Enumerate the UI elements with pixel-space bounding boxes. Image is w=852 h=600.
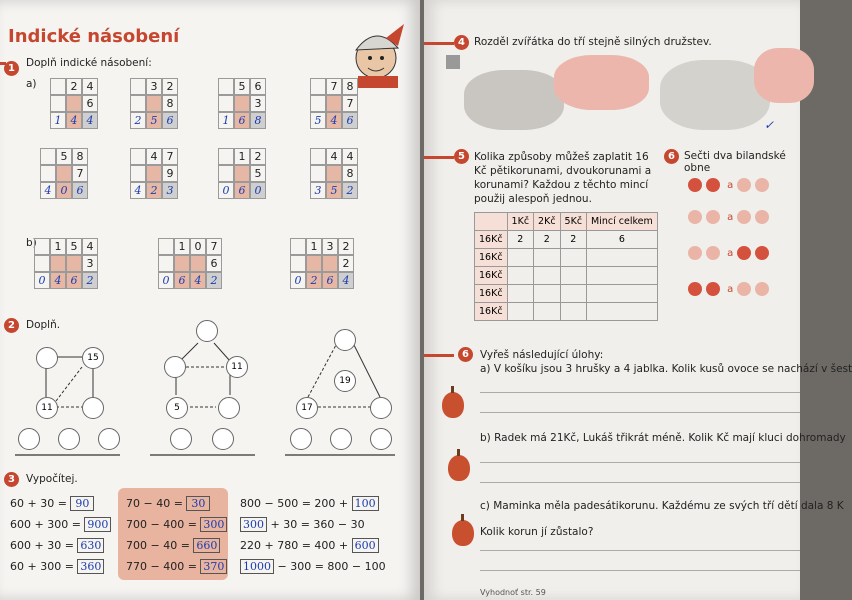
- row-label: 16Kč: [475, 249, 508, 267]
- grid-product-cell: [130, 95, 146, 112]
- grid-factor-cell: 5: [66, 238, 82, 255]
- task5-number: 5: [454, 149, 469, 164]
- answer-box[interactable]: 30: [186, 496, 210, 511]
- grid-factor-cell: [34, 238, 50, 255]
- row-label: 16Kč: [475, 267, 508, 285]
- grid-answer-cell[interactable]: 0: [218, 182, 234, 199]
- grid-factor-cell: 1: [234, 148, 250, 165]
- table-cell[interactable]: [507, 267, 534, 285]
- grid-factor-cell: 5: [234, 78, 250, 95]
- answer-line: [480, 482, 800, 483]
- grid-answer-cell[interactable]: 1: [50, 112, 66, 129]
- diagram-circle: [334, 329, 356, 351]
- coin-icon: [706, 246, 720, 260]
- footer-text: Vyhodnoť str. 59: [480, 588, 546, 597]
- grid-answer-cell[interactable]: 4: [50, 272, 66, 289]
- grid-answer-cell[interactable]: 0: [56, 182, 72, 199]
- grid-factor-cell: 4: [82, 78, 98, 95]
- grid-factor-cell: 7: [326, 78, 342, 95]
- calc-expression: [240, 559, 386, 574]
- coins-table: [474, 212, 658, 321]
- task1-bar: [0, 62, 6, 65]
- coin-connector: a: [724, 248, 737, 259]
- animal-group-blob: [464, 70, 564, 130]
- grid-factor-cell: [130, 78, 146, 95]
- grid-product-cell: 3: [82, 255, 98, 272]
- grid-answer-cell[interactable]: 5: [310, 112, 326, 129]
- grid-product-cell: 8: [162, 95, 178, 112]
- coin-icon: [688, 210, 702, 224]
- grid-factor-cell: [50, 78, 66, 95]
- coin-row: [688, 282, 773, 296]
- row-label: 16Kč: [475, 285, 508, 303]
- task1-label: Doplň indické násobení:: [26, 57, 152, 69]
- grid-factor-cell: 4: [342, 148, 358, 165]
- multiplication-grid: [310, 78, 358, 129]
- grid-factor-cell: [158, 238, 174, 255]
- grid-product-cell: [322, 255, 338, 272]
- diagram-circle-11: 11: [226, 356, 248, 378]
- grid-product-cell: [218, 95, 234, 112]
- coin-row: [688, 210, 773, 224]
- expression-text: 220 + 780 = 400 +: [240, 539, 352, 552]
- pear-icon: [448, 455, 470, 481]
- grid-factor-cell: [310, 148, 326, 165]
- grid-factor-cell: 1: [50, 238, 66, 255]
- grid-factor-cell: [40, 148, 56, 165]
- coin-icon: [688, 246, 702, 260]
- expression-text: 700 − 400 =: [126, 518, 201, 531]
- grid-answer-cell[interactable]: 5: [326, 182, 342, 199]
- coin-connector: a: [724, 284, 737, 295]
- table-header: 2Kč: [534, 213, 561, 231]
- expression-text: 770 − 400 =: [126, 560, 201, 573]
- page-title: Indické násobení: [8, 26, 180, 47]
- grid-answer-cell[interactable]: 2: [342, 182, 358, 199]
- grid-answer-cell[interactable]: 4: [66, 112, 82, 129]
- expression-text: 60 + 30 =: [10, 497, 71, 510]
- grid-product-cell: 5: [250, 165, 266, 182]
- grid-factor-cell: [218, 148, 234, 165]
- task1-number: 1: [4, 61, 19, 76]
- coin-row: [688, 178, 773, 192]
- diagram-circle[interactable]: [98, 428, 120, 450]
- coin-icon: [755, 178, 769, 192]
- grid-answer-cell[interactable]: 6: [66, 272, 82, 289]
- table-cell[interactable]: [534, 285, 561, 303]
- grid-factor-cell: 2: [162, 78, 178, 95]
- diagram-circle-17: 17: [296, 397, 318, 419]
- grid-product-cell: [218, 165, 234, 182]
- answer-line: [480, 412, 800, 413]
- grid-answer-cell[interactable]: 3: [310, 182, 326, 199]
- grid-factor-cell: 2: [338, 238, 354, 255]
- grid-factor-cell: 8: [342, 78, 358, 95]
- grid-product-cell: 6: [82, 95, 98, 112]
- multiplication-grid: [130, 148, 178, 199]
- question-c: c) Maminka měla padesátikorunu. Každému ze svých tří dětí dala 8 K: [480, 500, 844, 512]
- coin-icon: [706, 282, 720, 296]
- grid-factor-cell: 8: [72, 148, 88, 165]
- grid-factor-cell: 7: [206, 238, 222, 255]
- grid-answer-cell[interactable]: 6: [72, 182, 88, 199]
- grid-product-cell: 6: [206, 255, 222, 272]
- grid-factor-cell: [218, 78, 234, 95]
- grid-product-cell: [326, 95, 342, 112]
- grid-factor-cell: 2: [66, 78, 82, 95]
- grid-product-cell: [34, 255, 50, 272]
- calc-expression: [126, 496, 210, 511]
- grid-product-cell: [66, 95, 82, 112]
- grid-product-cell: 8: [342, 165, 358, 182]
- part-a-label: a): [26, 78, 37, 90]
- right-page: [424, 0, 852, 600]
- coin-icon: [737, 178, 751, 192]
- task6a-label: Sečti dva bilandské obne: [684, 150, 786, 174]
- answer-line: [480, 550, 800, 551]
- multiplication-grid: [34, 238, 98, 289]
- answer-line: [480, 570, 800, 571]
- pear-icon: [442, 392, 464, 418]
- task6b-bar: [424, 354, 454, 357]
- answer-box[interactable]: 660: [193, 538, 220, 553]
- grid-product-cell: [306, 255, 322, 272]
- table-cell[interactable]: [560, 249, 587, 267]
- grid-answer-cell[interactable]: 0: [158, 272, 174, 289]
- table-cell[interactable]: [560, 303, 587, 321]
- grid-answer-cell[interactable]: 4: [326, 112, 342, 129]
- grid-answer-cell[interactable]: 2: [146, 182, 162, 199]
- expression-text: 700 − 40 =: [126, 539, 194, 552]
- grid-product-cell: [50, 255, 66, 272]
- grid-product-cell: [234, 95, 250, 112]
- grid-answer-cell[interactable]: 3: [162, 182, 178, 199]
- row-label: 16Kč: [475, 303, 508, 321]
- grid-answer-cell[interactable]: 6: [234, 112, 250, 129]
- diagram-circle[interactable]: [170, 428, 192, 450]
- grid-answer-cell[interactable]: 6: [162, 112, 178, 129]
- answer-box[interactable]: 100: [352, 496, 379, 511]
- grid-factor-cell: [290, 238, 306, 255]
- calc-expression: [126, 517, 227, 532]
- grid-product-cell: [146, 165, 162, 182]
- expression-text: − 300 = 800 − 100: [274, 560, 386, 573]
- answer-box[interactable]: 300: [200, 517, 227, 532]
- calc-expression: [240, 517, 365, 532]
- coin-connector: a: [724, 212, 737, 223]
- grid-answer-cell[interactable]: 4: [130, 182, 146, 199]
- grid-factor-cell: 7: [162, 148, 178, 165]
- calc-expression: [240, 496, 379, 511]
- table-cell[interactable]: [587, 303, 658, 321]
- grid-factor-cell: 0: [190, 238, 206, 255]
- calc-expression: [10, 538, 104, 553]
- expression-text: 600 + 300 =: [10, 518, 85, 531]
- answer-box[interactable]: 600: [352, 538, 379, 553]
- table-header: 5Kč: [560, 213, 587, 231]
- task1-header: [4, 56, 19, 76]
- grid-factor-cell: 1: [174, 238, 190, 255]
- diagram-circle[interactable]: [330, 428, 352, 450]
- multiplication-grid: [130, 78, 178, 129]
- grid-product-cell: 7: [72, 165, 88, 182]
- calc-expression: [10, 517, 111, 532]
- coin-icon: [688, 178, 702, 192]
- grid-factor-cell: 4: [326, 148, 342, 165]
- table-cell[interactable]: [534, 249, 561, 267]
- grid-product-cell: [158, 255, 174, 272]
- table-cell[interactable]: [587, 285, 658, 303]
- grid-factor-cell: 1: [306, 238, 322, 255]
- grid-factor-cell: [130, 148, 146, 165]
- table-cell[interactable]: [507, 249, 534, 267]
- expression-text: 800 − 500 = 200 +: [240, 497, 352, 510]
- task2-number: 2: [4, 318, 19, 333]
- answer-box[interactable]: 90: [70, 496, 94, 511]
- diagram-circle: [370, 397, 392, 419]
- task2-label: Doplň.: [26, 319, 61, 331]
- diagram-circle: [196, 320, 218, 342]
- table-cell[interactable]: [587, 249, 658, 267]
- table-cell[interactable]: [534, 267, 561, 285]
- expression-text: 600 + 30 =: [10, 539, 78, 552]
- grid-product-cell: [310, 95, 326, 112]
- task4-label: Rozděl zvířátka do tří stejně silných družstev.: [474, 36, 712, 48]
- grid-factor-cell: [310, 78, 326, 95]
- grid-answer-cell[interactable]: 6: [234, 182, 250, 199]
- multiplication-grid: [218, 148, 266, 199]
- coin-icon: [755, 282, 769, 296]
- grid-answer-cell[interactable]: 6: [342, 112, 358, 129]
- coin-icon: [755, 246, 769, 260]
- expression-text: 60 + 300 =: [10, 560, 78, 573]
- grid-answer-cell[interactable]: 2: [130, 112, 146, 129]
- expression-text: 70 − 40 =: [126, 497, 187, 510]
- grid-product-cell: [310, 165, 326, 182]
- answer-box[interactable]: 370: [200, 559, 227, 574]
- grid-product-cell: 9: [162, 165, 178, 182]
- task6a-number: 6: [664, 149, 679, 164]
- row-label: 16Kč: [475, 231, 508, 249]
- task6b-number: 6: [458, 347, 473, 362]
- diagram-circle: [218, 397, 240, 419]
- task5-bar: [424, 156, 454, 159]
- grid-answer-cell[interactable]: 6: [322, 272, 338, 289]
- table-cell[interactable]: [587, 267, 658, 285]
- coin-icon: [755, 210, 769, 224]
- answer-box[interactable]: 1000: [240, 559, 274, 574]
- table-row: [475, 267, 658, 285]
- diagram-circle: [82, 397, 104, 419]
- table-cell[interactable]: [507, 303, 534, 321]
- table-cell[interactable]: 2: [534, 231, 561, 249]
- multiplication-grid: [310, 148, 358, 199]
- grid-answer-cell[interactable]: 1: [218, 112, 234, 129]
- diagram-circle: [36, 347, 58, 369]
- task3-label: Vypočítej.: [26, 473, 78, 485]
- grid-product-cell: [40, 165, 56, 182]
- diagram-circle-15: 15: [82, 347, 104, 369]
- coin-icon: [706, 210, 720, 224]
- table-header: 1Kč: [507, 213, 534, 231]
- task4-bar: [424, 42, 454, 45]
- multiplication-grid: [218, 78, 266, 129]
- grid-answer-cell[interactable]: 8: [250, 112, 266, 129]
- grid-product-cell: [190, 255, 206, 272]
- diagram-circle[interactable]: [370, 428, 392, 450]
- diagram-circle[interactable]: [18, 428, 40, 450]
- grid-answer-cell[interactable]: 5: [146, 112, 162, 129]
- grid-factor-cell: 5: [56, 148, 72, 165]
- table-cell[interactable]: [560, 285, 587, 303]
- answer-line: [480, 462, 800, 463]
- part-b-label: b): [26, 237, 37, 249]
- coin-icon: [688, 282, 702, 296]
- calc-expression: [240, 538, 379, 553]
- table-cell[interactable]: 2: [560, 231, 587, 249]
- table-cell[interactable]: [534, 303, 561, 321]
- coin-icon: [706, 178, 720, 192]
- grid-product-cell: 2: [338, 255, 354, 272]
- question-a: a) V košíku jsou 3 hrušky a 4 jablka. Kolik kusů ovoce se nachází v šest: [480, 363, 852, 375]
- coin-connector: a: [724, 180, 737, 191]
- coin-icon: [737, 282, 751, 296]
- grid-product-cell: [326, 165, 342, 182]
- diagram-circle-5: 5: [166, 397, 188, 419]
- table-cell[interactable]: 6: [587, 231, 658, 249]
- multiplication-grid: [40, 148, 88, 199]
- grid-factor-cell: 4: [82, 238, 98, 255]
- grid-factor-cell: 6: [250, 78, 266, 95]
- coin-icon: [737, 246, 751, 260]
- task3-number: 3: [4, 472, 19, 487]
- table-cell[interactable]: 2: [507, 231, 534, 249]
- check-mark: ✓: [764, 118, 775, 132]
- expression-text: + 30 = 360 − 30: [267, 518, 365, 531]
- coin-row: [688, 246, 773, 260]
- grid-answer-cell[interactable]: 4: [338, 272, 354, 289]
- question-b: b) Radek má 21Kč, Lukáš třikrát méně. Kolik Kč mají kluci dohromady: [480, 432, 846, 444]
- question-c-line2: Kolik korun jí zůstalo?: [480, 526, 594, 538]
- calc-expression: [10, 496, 94, 511]
- multiplication-grid: [290, 238, 354, 289]
- multiplication-grid: [158, 238, 222, 289]
- grid-product-cell: [130, 165, 146, 182]
- task5-label: Kolika způsoby můžeš zaplatit 16 Kč pětikorunami, dvoukorunami a korunami? Každou z těchto mincí použij alespoň jednou.: [474, 151, 652, 205]
- calc-expression: [126, 559, 227, 574]
- answer-box[interactable]: 300: [240, 517, 267, 532]
- grid-factor-cell: 3: [146, 78, 162, 95]
- grid-product-cell: [146, 95, 162, 112]
- grid-product-cell: [174, 255, 190, 272]
- diagram-circle[interactable]: [290, 428, 312, 450]
- coin-icon: [737, 210, 751, 224]
- grid-product-cell: 3: [250, 95, 266, 112]
- grid-answer-cell[interactable]: 4: [190, 272, 206, 289]
- table-row: [475, 249, 658, 267]
- grid-product-cell: 7: [342, 95, 358, 112]
- table-header: Mincí celkem: [587, 213, 658, 231]
- answer-line: [480, 392, 800, 393]
- grid-answer-cell[interactable]: 6: [174, 272, 190, 289]
- grid-answer-cell[interactable]: 2: [306, 272, 322, 289]
- grid-factor-cell: 4: [146, 148, 162, 165]
- answer-box[interactable]: 360: [77, 559, 104, 574]
- table-row: [475, 231, 658, 249]
- tree-icon: [446, 55, 460, 69]
- task4-number: 4: [454, 35, 469, 50]
- answer-box[interactable]: 630: [77, 538, 104, 553]
- grid-product-cell: [56, 165, 72, 182]
- table-header: [475, 213, 508, 231]
- task6b-label: Vyřeš následující úlohy:: [480, 349, 604, 361]
- grid-product-cell: [50, 95, 66, 112]
- animal-group-blob: [754, 48, 814, 103]
- diagram-circle-11: 11: [36, 397, 58, 419]
- calc-expression: [126, 538, 220, 553]
- grid-product-cell: [290, 255, 306, 272]
- diagram-circle[interactable]: [212, 428, 234, 450]
- grid-answer-cell[interactable]: 4: [82, 112, 98, 129]
- grid-answer-cell[interactable]: 0: [250, 182, 266, 199]
- pear-icon: [452, 520, 474, 546]
- table-cell[interactable]: [560, 267, 587, 285]
- grid-product-cell: [66, 255, 82, 272]
- animal-group-blob: [554, 55, 649, 110]
- grid-product-cell: [234, 165, 250, 182]
- diagram-circle: [164, 356, 186, 378]
- table-row: [475, 303, 658, 321]
- grid-answer-cell[interactable]: 2: [82, 272, 98, 289]
- grid-factor-cell: 3: [322, 238, 338, 255]
- grid-answer-cell[interactable]: 0: [34, 272, 50, 289]
- grid-factor-cell: 2: [250, 148, 266, 165]
- diagram-circle-19: 19: [334, 370, 356, 392]
- table-cell[interactable]: [507, 285, 534, 303]
- table-row: [475, 285, 658, 303]
- answer-box[interactable]: 900: [84, 517, 111, 532]
- grid-answer-cell[interactable]: 4: [40, 182, 56, 199]
- diagram-circle[interactable]: [58, 428, 80, 450]
- multiplication-grid: [50, 78, 98, 129]
- calc-expression: [10, 559, 104, 574]
- left-page: [0, 0, 420, 600]
- grid-answer-cell[interactable]: 0: [290, 272, 306, 289]
- grid-answer-cell[interactable]: 2: [206, 272, 222, 289]
